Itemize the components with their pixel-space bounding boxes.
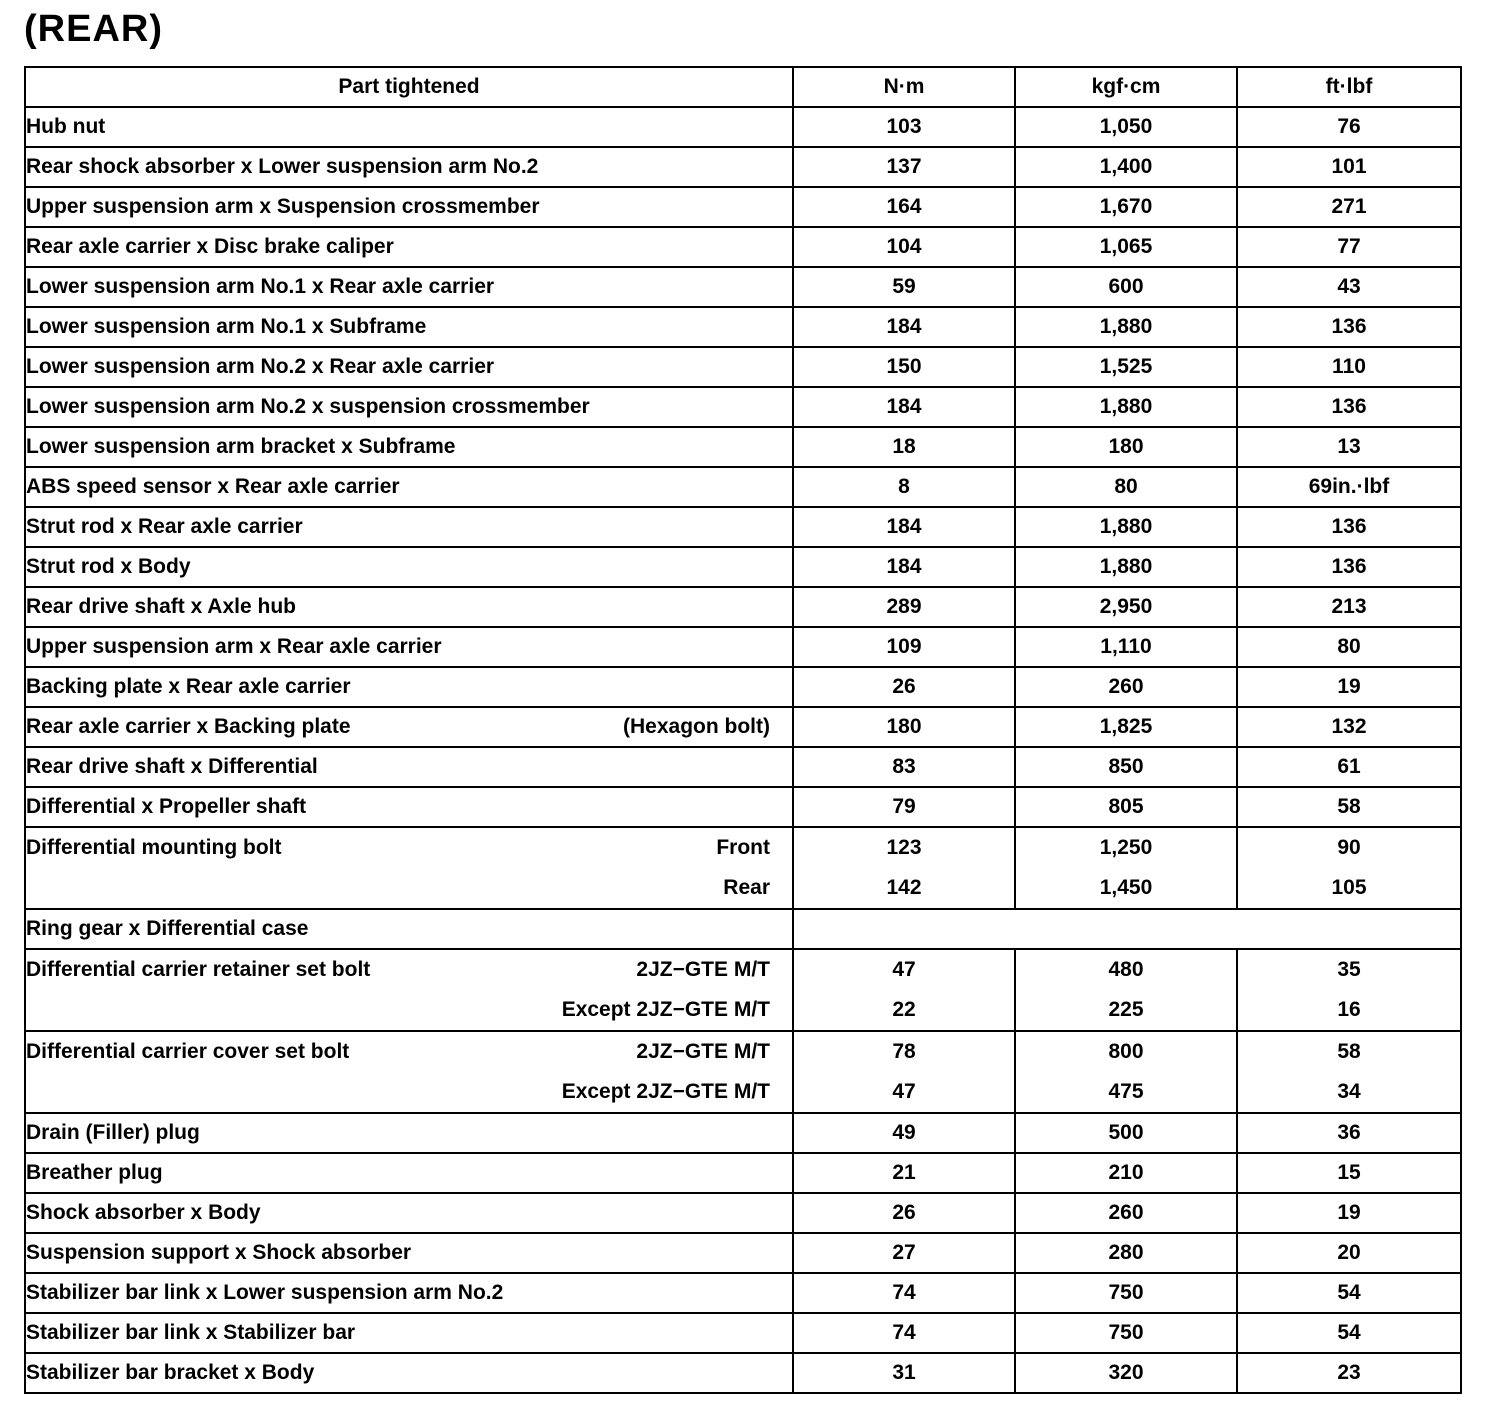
nm-cell: 26: [793, 667, 1015, 707]
kgf-cell: 1,250 1,450: [1015, 827, 1237, 909]
part-cell: Lower suspension arm No.2 x Rear axle carrier: [25, 347, 793, 387]
part-cell: [25, 827, 793, 909]
part-cell: Rear drive shaft x Differential: [25, 747, 793, 787]
kgf-cell: 800 475: [1015, 1031, 1237, 1113]
table-row-cover: [25, 1031, 1461, 1113]
ft-cell: 136: [1237, 547, 1461, 587]
nm-cell: 79: [793, 787, 1015, 827]
table-row: [25, 147, 1461, 187]
nm-cell: 78 47: [793, 1031, 1015, 1113]
nm-cell: 137: [793, 147, 1015, 187]
header-kgf: kgf·cm: [1015, 67, 1237, 107]
part-cell: Backing plate x Rear axle carrier: [25, 667, 793, 707]
kgf-cell: 1,400: [1015, 147, 1237, 187]
kgf-cell: 850: [1015, 747, 1237, 787]
table-row-retainer: [25, 949, 1461, 1031]
part-label: Differential carrier cover set bolt: [26, 1040, 350, 1063]
table-row: [25, 787, 1461, 827]
sub-label-a: 2JZ−GTE M/T: [636, 958, 770, 981]
nm-cell: 164: [793, 187, 1015, 227]
header-row: [25, 67, 1461, 107]
part-cell: Ring gear x Differential case: [25, 909, 793, 949]
table-row: [25, 307, 1461, 347]
ft-cell: 23: [1237, 1353, 1461, 1393]
table-row: [25, 1113, 1461, 1153]
ft-cell: 136: [1237, 507, 1461, 547]
sub-label-front: Front: [716, 836, 770, 859]
part-cell: Rear axle carrier x Disc brake caliper: [25, 227, 793, 267]
part-cell: Stabilizer bar link x Lower suspension arm No.2: [25, 1273, 793, 1313]
ft-cell: 136: [1237, 307, 1461, 347]
kgf-cell: 1,880: [1015, 307, 1237, 347]
ft-cell: 54: [1237, 1273, 1461, 1313]
table-row: [25, 387, 1461, 427]
ft-cell: 15: [1237, 1153, 1461, 1193]
header-part: Part tightened: [25, 67, 793, 107]
header-ft: ft·lbf: [1237, 67, 1461, 107]
kgf-cell: 1,065: [1015, 227, 1237, 267]
nm-cell: 104: [793, 227, 1015, 267]
part-cell: Stabilizer bar link x Stabilizer bar: [25, 1313, 793, 1353]
part-cell: Hub nut: [25, 107, 793, 147]
ft-cell: 69in.·lbf: [1237, 467, 1461, 507]
part-label: Rear axle carrier x Backing plate: [26, 715, 351, 738]
header-nm: N·m: [793, 67, 1015, 107]
nm-cell: 47 22: [793, 949, 1015, 1031]
part-cell: Upper suspension arm x Suspension crossmember: [25, 187, 793, 227]
nm-cell: 8: [793, 467, 1015, 507]
kgf-cell: 1,880: [1015, 507, 1237, 547]
part-note: (Hexagon bolt): [623, 715, 770, 738]
table-row: [25, 587, 1461, 627]
ft-cell: 36: [1237, 1113, 1461, 1153]
table-row: [25, 1353, 1461, 1393]
kgf-cell: 80: [1015, 467, 1237, 507]
sub-label-b: Except 2JZ−GTE M/T: [561, 1080, 770, 1103]
part-cell: Suspension support x Shock absorber: [25, 1233, 793, 1273]
ft-cell: 20: [1237, 1233, 1461, 1273]
kgf-cell: 280: [1015, 1233, 1237, 1273]
table-row: [25, 467, 1461, 507]
kgf-cell: 1,050: [1015, 107, 1237, 147]
kgf-cell: 2,950: [1015, 587, 1237, 627]
kgf-cell: 805: [1015, 787, 1237, 827]
kgf-cell: 600: [1015, 267, 1237, 307]
table-row-ring-gear: [25, 909, 1461, 949]
part-cell: Lower suspension arm No.1 x Subframe: [25, 307, 793, 347]
table-row: [25, 267, 1461, 307]
kgf-cell: 180: [1015, 427, 1237, 467]
nm-cell: 83: [793, 747, 1015, 787]
part-cell: [25, 707, 793, 747]
part-cell: Lower suspension arm bracket x Subframe: [25, 427, 793, 467]
part-cell: Drain (Filler) plug: [25, 1113, 793, 1153]
nm-cell: 289: [793, 587, 1015, 627]
sub-label-b: Except 2JZ−GTE M/T: [561, 998, 770, 1021]
nm-cell: 103: [793, 107, 1015, 147]
kgf-cell: 1,110: [1015, 627, 1237, 667]
table-row: [25, 667, 1461, 707]
kgf-cell: 500: [1015, 1113, 1237, 1153]
table-row: [25, 747, 1461, 787]
nm-cell: 26: [793, 1193, 1015, 1233]
ft-cell: 213: [1237, 587, 1461, 627]
table-row: [25, 187, 1461, 227]
kgf-cell: 210: [1015, 1153, 1237, 1193]
nm-cell: 59: [793, 267, 1015, 307]
table-row: [25, 1153, 1461, 1193]
ft-cell: 271: [1237, 187, 1461, 227]
nm-cell: 31: [793, 1353, 1015, 1393]
ft-cell: 77: [1237, 227, 1461, 267]
part-cell: [25, 1031, 793, 1113]
part-cell: Rear shock absorber x Lower suspension arm No.2: [25, 147, 793, 187]
table-row: [25, 347, 1461, 387]
part-cell: [25, 949, 793, 1031]
kgf-cell: 1,825: [1015, 707, 1237, 747]
part-label: Differential mounting bolt: [26, 836, 282, 859]
torque-spec-table: [24, 66, 1462, 1394]
kgf-cell: 1,880: [1015, 547, 1237, 587]
ft-cell: 136: [1237, 387, 1461, 427]
kgf-cell: 1,880: [1015, 387, 1237, 427]
kgf-cell: 260: [1015, 1193, 1237, 1233]
table-row-diff-mount: [25, 827, 1461, 909]
nm-cell: 184: [793, 307, 1015, 347]
ft-cell: 61: [1237, 747, 1461, 787]
part-cell: Upper suspension arm x Rear axle carrier: [25, 627, 793, 667]
table-row: [25, 1313, 1461, 1353]
part-cell: Lower suspension arm No.1 x Rear axle carrier: [25, 267, 793, 307]
kgf-cell: 1,525: [1015, 347, 1237, 387]
part-cell: Rear drive shaft x Axle hub: [25, 587, 793, 627]
sub-label-a: 2JZ−GTE M/T: [636, 1040, 770, 1063]
table-row: [25, 627, 1461, 667]
ft-cell: 19: [1237, 667, 1461, 707]
table-row: [25, 547, 1461, 587]
ft-cell: 43: [1237, 267, 1461, 307]
part-cell: ABS speed sensor x Rear axle carrier: [25, 467, 793, 507]
ft-cell: 90 105: [1237, 827, 1461, 909]
ft-cell: 54: [1237, 1313, 1461, 1353]
part-cell: Breather plug: [25, 1153, 793, 1193]
kgf-cell: 750: [1015, 1273, 1237, 1313]
nm-cell: 184: [793, 387, 1015, 427]
part-label: Differential carrier retainer set bolt: [26, 958, 371, 981]
ft-cell: 13: [1237, 427, 1461, 467]
sub-label-rear: Rear: [723, 876, 770, 899]
empty-value-cell: [793, 909, 1461, 949]
table-row: [25, 227, 1461, 267]
part-cell: Stabilizer bar bracket x Body: [25, 1353, 793, 1393]
nm-cell: 21: [793, 1153, 1015, 1193]
ft-cell: 110: [1237, 347, 1461, 387]
part-cell: Strut rod x Rear axle carrier: [25, 507, 793, 547]
table-row: [25, 427, 1461, 467]
kgf-cell: 1,670: [1015, 187, 1237, 227]
table-row: [25, 1233, 1461, 1273]
nm-cell: 74: [793, 1313, 1015, 1353]
ft-cell: 76: [1237, 107, 1461, 147]
kgf-cell: 260: [1015, 667, 1237, 707]
kgf-cell: 750: [1015, 1313, 1237, 1353]
nm-cell: 109: [793, 627, 1015, 667]
nm-cell: 74: [793, 1273, 1015, 1313]
part-cell: Strut rod x Body: [25, 547, 793, 587]
table-row: [25, 707, 1461, 747]
nm-cell: 184: [793, 547, 1015, 587]
nm-cell: 123 142: [793, 827, 1015, 909]
nm-cell: 18: [793, 427, 1015, 467]
ft-cell: 58: [1237, 787, 1461, 827]
table-row: [25, 107, 1461, 147]
ft-cell: 19: [1237, 1193, 1461, 1233]
page-title: (REAR): [24, 8, 163, 50]
nm-cell: 180: [793, 707, 1015, 747]
kgf-cell: 480 225: [1015, 949, 1237, 1031]
nm-cell: 150: [793, 347, 1015, 387]
nm-cell: 184: [793, 507, 1015, 547]
part-cell: Lower suspension arm No.2 x suspension crossmember: [25, 387, 793, 427]
part-cell: Differential x Propeller shaft: [25, 787, 793, 827]
ft-cell: 35 16: [1237, 949, 1461, 1031]
part-cell: Shock absorber x Body: [25, 1193, 793, 1233]
ft-cell: 101: [1237, 147, 1461, 187]
table-row: [25, 507, 1461, 547]
ft-cell: 58 34: [1237, 1031, 1461, 1113]
ft-cell: 80: [1237, 627, 1461, 667]
kgf-cell: 320: [1015, 1353, 1237, 1393]
table-row: [25, 1193, 1461, 1233]
ft-cell: 132: [1237, 707, 1461, 747]
nm-cell: 49: [793, 1113, 1015, 1153]
nm-cell: 27: [793, 1233, 1015, 1273]
table-row: [25, 1273, 1461, 1313]
